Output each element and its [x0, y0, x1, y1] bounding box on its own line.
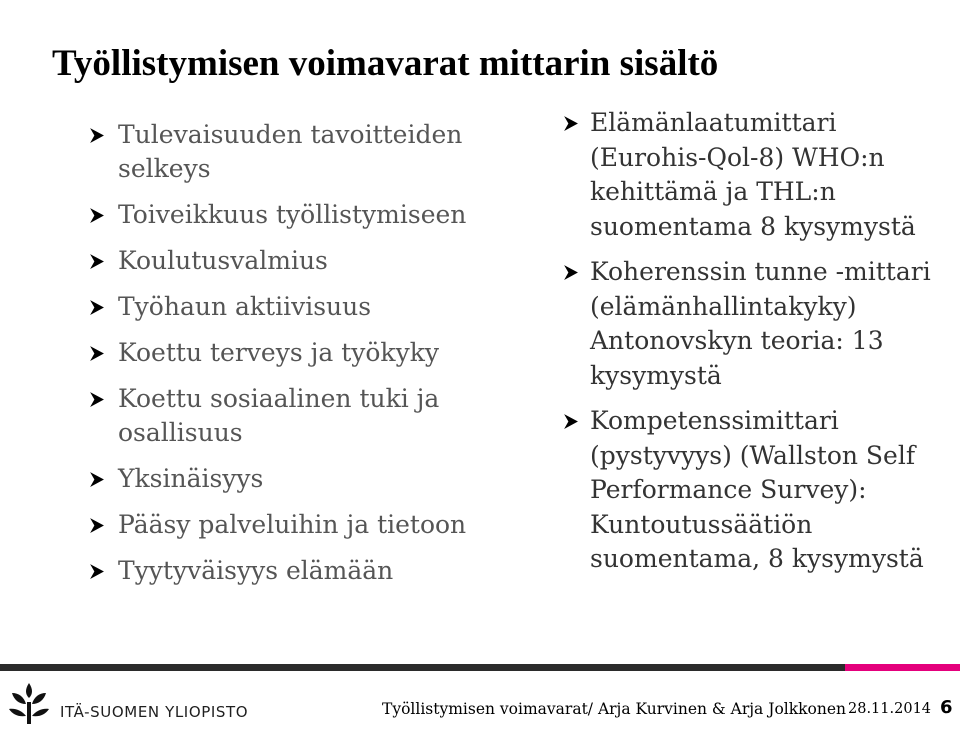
arrowhead-icon	[562, 264, 579, 281]
arrowhead-icon	[88, 391, 105, 408]
footer-divider	[0, 664, 960, 671]
arrowhead-icon	[88, 563, 105, 580]
footer-date: 28.11.2014	[848, 701, 932, 717]
list-item-text: Kompetenssimittari (pystyvyys) (Wallston Self Performance Survey): Kuntoutussäätiön suomentama, 8 kysymystä	[590, 406, 924, 573]
list-item-text: Koettu sosiaalinen tuki ja osallisuus	[118, 384, 440, 447]
arrowhead-icon	[88, 207, 105, 224]
arrowhead-icon	[88, 299, 105, 316]
list-item	[88, 290, 508, 324]
list-item	[562, 404, 952, 577]
list-item-text: Koettu terveys ja työkyky	[118, 338, 439, 367]
arrowhead-icon	[88, 517, 105, 534]
list-item-text: Yksinäisyys	[118, 464, 264, 493]
list-item-text: Koulutusvalmius	[118, 246, 328, 275]
page-number: 6	[940, 697, 953, 718]
list-item	[562, 106, 952, 244]
list-item-text: Tyytyväisyys elämään	[118, 556, 394, 585]
arrowhead-icon	[88, 253, 105, 270]
university-name: ITÄ-SUOMEN YLIOPISTO	[60, 703, 249, 721]
uef-logo-icon	[6, 680, 52, 726]
list-item-text: Koherenssin tunne -mittari (elämänhallintakyky) Antonovskyn teoria: 13 kysymystä	[590, 257, 931, 390]
slide-title: Työllistymisen voimavarat mittarin sisältö	[52, 43, 719, 84]
right-bullet-list	[562, 106, 952, 588]
list-item	[88, 198, 508, 232]
footer-text: Työllistymisen voimavarat/ Arja Kurvinen & Arja Jolkkonen	[382, 700, 846, 718]
arrowhead-icon	[88, 345, 105, 362]
list-item	[88, 336, 508, 370]
list-item	[88, 508, 508, 542]
arrowhead-icon	[88, 471, 105, 488]
list-item-text: Elämänlaatumittari (Eurohis-Qol-8) WHO:n kehittämä ja THL:n suomentama 8 kysymystä	[590, 108, 916, 241]
left-bullet-list	[88, 118, 508, 600]
list-item	[88, 462, 508, 496]
list-item	[88, 118, 508, 186]
arrowhead-icon	[562, 115, 579, 132]
arrowhead-icon	[562, 413, 579, 430]
list-item	[562, 255, 952, 393]
list-item-text: Tulevaisuuden tavoitteiden selkeys	[118, 120, 463, 183]
list-item-text: Toiveikkuus työllistymiseen	[118, 200, 467, 229]
list-item	[88, 244, 508, 278]
list-item	[88, 554, 508, 588]
list-item-text: Työhaun aktiivisuus	[118, 292, 372, 321]
list-item-text: Pääsy palveluihin ja tietoon	[118, 510, 467, 539]
arrowhead-icon	[88, 127, 105, 144]
list-item	[88, 382, 508, 450]
